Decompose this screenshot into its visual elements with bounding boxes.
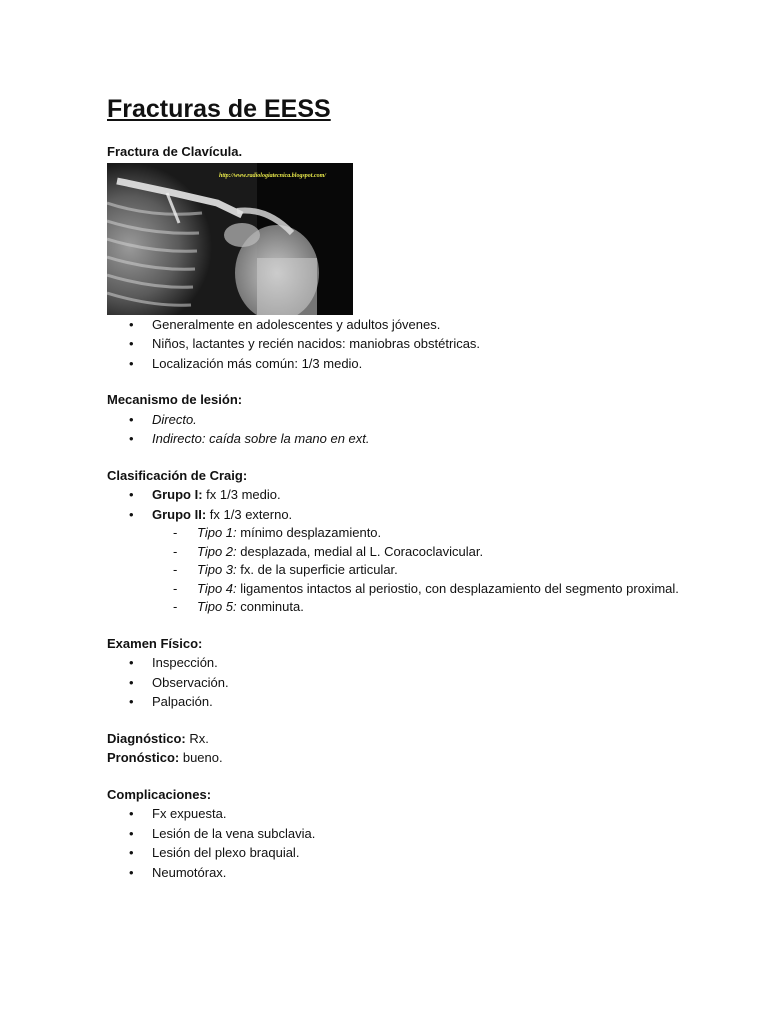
craig-tipos-list bbox=[107, 524, 707, 617]
list-item: • Indirecto: caída sobre la mano en ext. bbox=[107, 429, 707, 449]
craig-grupos-list bbox=[107, 485, 707, 524]
pronostico-line: Pronóstico: bueno. bbox=[107, 750, 223, 766]
list-item: - Tipo 4: ligamentos intactos al periostio, con desplazamiento del segmento proximal. bbox=[107, 580, 707, 599]
list-item: • Lesión de la vena subclavia. bbox=[107, 824, 707, 844]
list-item: • Grupo II: fx 1/3 externo. bbox=[107, 505, 707, 525]
list-item: • Observación. bbox=[107, 673, 707, 693]
heading-mecanismo: Mecanismo de lesión: bbox=[107, 392, 243, 407]
clavicula-list bbox=[107, 315, 707, 374]
list-item: • Inspección. bbox=[107, 653, 707, 673]
list-item: - Tipo 3: fx. de la superficie articular. bbox=[107, 561, 707, 580]
page-title: Fracturas de EESS bbox=[107, 95, 331, 123]
shoulder-xray-image bbox=[107, 163, 353, 315]
mecanismo-list bbox=[107, 410, 707, 449]
heading-craig: Clasificación de Craig: bbox=[107, 467, 248, 483]
list-item: • Localización más común: 1/3 medio. bbox=[107, 354, 707, 374]
diagnostico-line: Diagnóstico: Rx. bbox=[107, 730, 209, 746]
list-item: - Tipo 1: mínimo desplazamiento. bbox=[107, 524, 707, 543]
list-item: • Directo. bbox=[107, 410, 707, 430]
list-item: • Neumotórax. bbox=[107, 863, 707, 883]
list-item: - Tipo 2: desplazada, medial al L. Coracoclavicular. bbox=[107, 543, 707, 562]
list-item: • Generalmente en adolescentes y adultos jóvenes. bbox=[107, 315, 707, 335]
complicaciones-list bbox=[107, 804, 707, 882]
list-item: • Niños, lactantes y recién nacidos: maniobras obstétricas. bbox=[107, 334, 707, 354]
image-watermark: http://www.radiologiatecnica.blogspot.com/ bbox=[219, 172, 326, 179]
document-page bbox=[107, 94, 707, 882]
list-item: • Grupo I: fx 1/3 medio. bbox=[107, 485, 707, 505]
list-item: • Fx expuesta. bbox=[107, 804, 707, 824]
examen-list bbox=[107, 653, 707, 712]
list-item: • Lesión del plexo braquial. bbox=[107, 843, 707, 863]
heading-clavicula: Fractura de Clavícula. bbox=[107, 144, 243, 159]
heading-complicaciones: Complicaciones: bbox=[107, 786, 212, 802]
list-item: • Palpación. bbox=[107, 692, 707, 712]
heading-examen: Examen Físico: bbox=[107, 635, 203, 651]
list-item: - Tipo 5: conminuta. bbox=[107, 598, 707, 617]
